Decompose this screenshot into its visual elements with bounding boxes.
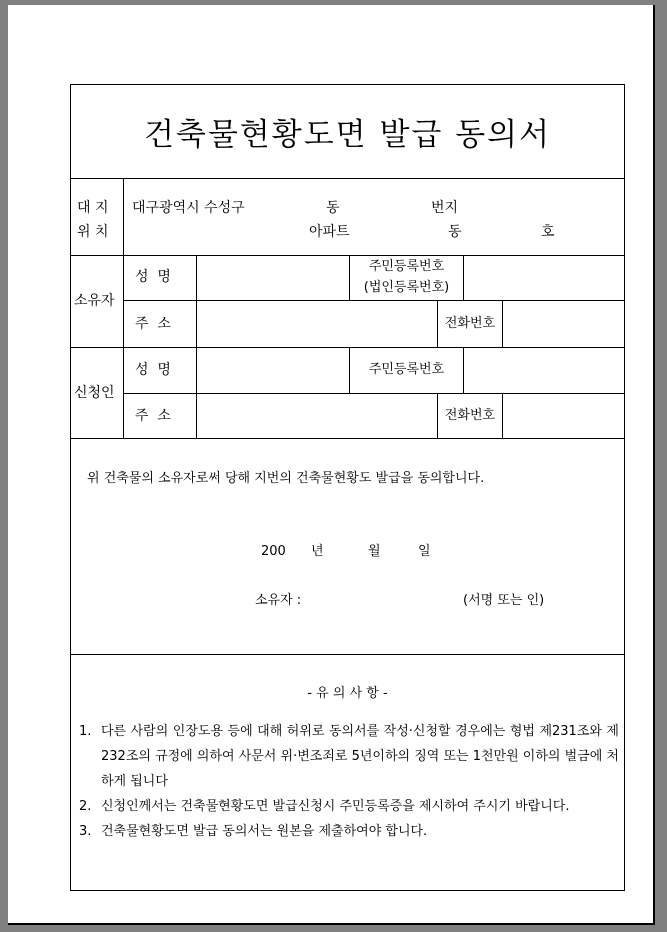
location-city-district: 대구광역시 수성구 bbox=[132, 200, 245, 216]
location-apt-ho: 호 bbox=[541, 224, 555, 240]
date-year-unit: 년 bbox=[311, 544, 324, 559]
owner-reg-label-line1: 주민등록번호 bbox=[368, 259, 445, 274]
consent-statement: 위 건축물의 소유자로써 당해 지번의 건축물현황도 발급을 동의합니다. bbox=[87, 471, 485, 486]
applicant-phone-label: 전화번호 bbox=[444, 408, 496, 423]
owner-signature-field[interactable] bbox=[326, 585, 456, 615]
consent-form bbox=[70, 84, 625, 891]
owner-reg-label-line2: (법인등록번호) bbox=[363, 280, 450, 295]
signature-hint: (서명 또는 인) bbox=[463, 593, 545, 608]
note-number: 1. bbox=[79, 724, 92, 739]
applicant-reg-number-field[interactable] bbox=[464, 348, 623, 393]
note-number: 2. bbox=[79, 799, 92, 814]
note-item bbox=[79, 819, 619, 844]
owner-section-label: 소유자 bbox=[74, 293, 115, 309]
form-title: 건축물현황도면 발급 동의서 bbox=[143, 117, 552, 153]
owner-phone-label: 전화번호 bbox=[444, 316, 496, 331]
applicant-address-field[interactable] bbox=[197, 394, 437, 438]
applicant-name-field[interactable] bbox=[197, 348, 348, 393]
applicant-section-label: 신청인 bbox=[74, 385, 115, 401]
document-page bbox=[8, 5, 655, 925]
note-item bbox=[79, 794, 619, 819]
location-label-line1: 대 지 bbox=[77, 200, 109, 216]
applicant-address-label: 주 소 bbox=[135, 408, 171, 424]
notes-heading: - 유 의 사 항 - bbox=[307, 686, 388, 701]
notes-list bbox=[79, 719, 619, 844]
owner-sign-label: 소유자 : bbox=[255, 593, 302, 608]
note-text: 신청인께서는 건축물현황도면 발급신청시 주민등록증을 제시하여 주시기 바랍니다. bbox=[101, 799, 570, 814]
location-bunji: 번지 bbox=[431, 200, 459, 216]
owner-name-label: 성 명 bbox=[135, 269, 171, 285]
location-apt-dong: 동 bbox=[448, 224, 462, 240]
date-month-unit: 월 bbox=[368, 544, 381, 559]
owner-name-field[interactable] bbox=[197, 256, 348, 300]
location-dong: 동 bbox=[326, 200, 340, 216]
location-label-line2: 위 치 bbox=[77, 224, 109, 240]
note-item bbox=[79, 719, 619, 794]
note-number: 3. bbox=[79, 824, 92, 839]
date-year: 200 bbox=[261, 544, 286, 559]
note-text: 건축물현황도면 발급 동의서는 원본을 제출하여야 합니다. bbox=[101, 824, 428, 839]
owner-reg-number-field[interactable] bbox=[464, 256, 623, 300]
owner-address-label: 주 소 bbox=[135, 316, 171, 332]
note-text: 다른 사람의 인장도용 등에 대해 허위로 동의서를 작성·신청할 경우에는 형법 제231조와 제232조의 규정에 의하여 사문서 위·변조죄로 5년이하의 징역 또는 1천만원 이하의 벌금에 처하게 됩니다 bbox=[101, 724, 619, 789]
date-day-unit: 일 bbox=[418, 544, 431, 559]
owner-phone-field[interactable] bbox=[503, 301, 623, 347]
applicant-name-label: 성 명 bbox=[135, 362, 171, 378]
applicant-reg-label: 주민등록번호 bbox=[368, 362, 445, 377]
location-apartment: 아파트 bbox=[309, 224, 350, 240]
applicant-phone-field[interactable] bbox=[503, 394, 623, 438]
owner-address-field[interactable] bbox=[197, 301, 437, 347]
